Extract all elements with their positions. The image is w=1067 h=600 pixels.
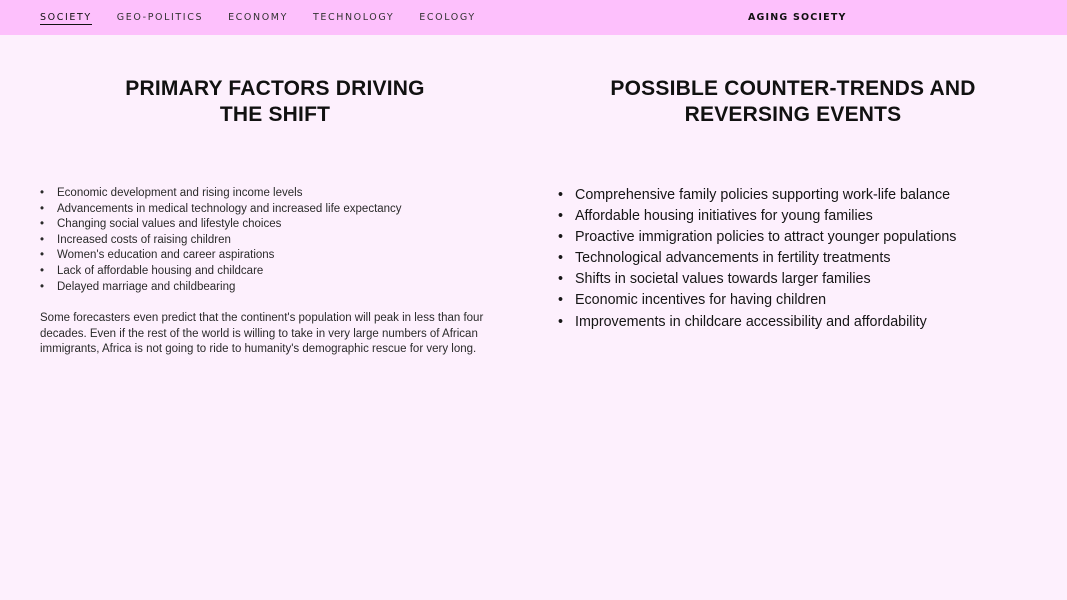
page-topic-label: AGING SOCIETY (748, 12, 847, 23)
list-item-text: Proactive immigration policies to attract younger populations (575, 229, 957, 246)
bullet-icon: • (558, 208, 564, 225)
left-title-line-1: PRIMARY FACTORS DRIVING (125, 77, 425, 100)
left-title-line-2: THE SHIFT (219, 103, 331, 126)
list-item (40, 280, 520, 296)
bullet-icon: • (558, 271, 564, 288)
list-item-text: Affordable housing initiatives for young families (575, 208, 873, 225)
list-item (558, 248, 1038, 269)
bullet-icon: • (40, 233, 45, 246)
nav-item-geo-politics[interactable]: GEO-POLITICS (116, 12, 204, 23)
list-item-text: Technological advancements in fertility treatments (575, 250, 891, 267)
nav-item-ecology[interactable]: ECOLOGY (419, 12, 476, 23)
list-item (40, 186, 520, 202)
list-item-text: Advancements in medical technology and increased life expectancy (57, 202, 402, 215)
bullet-icon: • (558, 313, 564, 330)
counter-trends-list (558, 185, 1038, 333)
list-item (558, 206, 1038, 227)
list-item-text: Delayed marriage and childbearing (57, 280, 236, 293)
bullet-icon: • (558, 229, 564, 246)
left-section-title (40, 76, 510, 128)
list-item (40, 264, 520, 280)
list-item-text: Women's education and career aspirations (57, 249, 275, 262)
nav-item-society[interactable]: SOCIETY (40, 12, 92, 23)
bullet-icon: • (40, 218, 45, 231)
list-item (40, 202, 520, 218)
list-item (40, 233, 520, 249)
section-nav (40, 12, 501, 25)
primary-factors-list (40, 186, 520, 295)
bullet-icon: • (40, 264, 45, 277)
nav-item-technology[interactable]: TECHNOLOGY (312, 12, 395, 23)
list-item (558, 312, 1038, 333)
list-item-text: Increased costs of raising children (57, 233, 231, 246)
list-item-text: Comprehensive family policies supporting work-life balance (575, 187, 951, 203)
list-item-text: Lack of affordable housing and childcare (57, 264, 264, 277)
list-item-text: Economic incentives for having children (575, 292, 827, 309)
list-item-text: Changing social values and lifestyle choices (57, 218, 282, 231)
right-title-line-2: REVERSING EVENTS (684, 103, 902, 126)
nav-item-economy[interactable]: ECONOMY (228, 12, 288, 23)
right-section-title (558, 76, 1028, 128)
right-title-line-1: POSSIBLE COUNTER-TRENDS AND (610, 77, 976, 100)
list-item (558, 227, 1038, 248)
bullet-icon: • (40, 249, 45, 262)
bullet-icon: • (40, 202, 45, 215)
list-item-text: Economic development and rising income levels (57, 187, 303, 199)
list-item (40, 248, 520, 264)
bullet-icon: • (558, 250, 564, 267)
body-paragraph: Some forecasters even predict that the continent's population will peak in less than four decades. Even if the rest of the world is willing to take in very large numbers of African immigrants, Africa is not going to ride to humanity's demographic rescue for very long. (40, 312, 484, 356)
list-item-text: Improvements in childcare accessibility and affordability (575, 313, 927, 330)
list-item-text: Shifts in societal values towards larger families (575, 271, 871, 288)
bullet-icon: • (40, 187, 45, 199)
list-item (558, 185, 1038, 206)
bullet-icon: • (40, 280, 45, 293)
list-item (558, 290, 1038, 311)
bullet-icon: • (558, 292, 564, 309)
list-item (558, 269, 1038, 290)
list-item (40, 217, 520, 233)
bullet-icon: • (558, 187, 564, 203)
top-nav-bar (0, 0, 1067, 35)
